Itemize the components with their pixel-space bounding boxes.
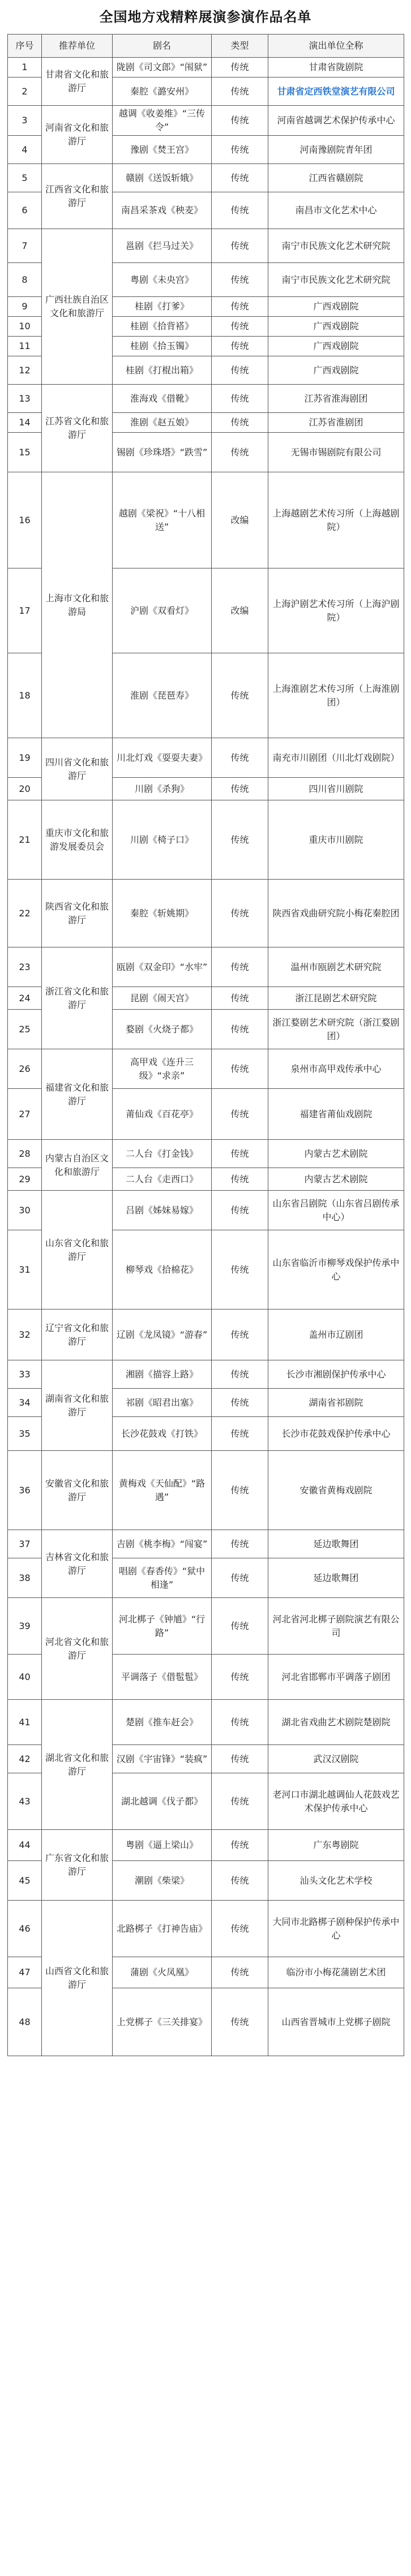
play-type: 传统: [212, 1360, 268, 1389]
performing-company: 四川省川剧院: [268, 778, 404, 800]
play-type: 改编: [212, 472, 268, 568]
performing-company: 南宁市民族文化艺术研究院: [268, 263, 404, 297]
table-row: [8, 385, 404, 413]
table-row: [8, 1309, 404, 1360]
performing-company: 广西戏剧院: [268, 297, 404, 317]
performing-company: 内蒙古艺术剧院: [268, 1140, 404, 1168]
performing-company: 南充市川剧团（川北灯戏剧院）: [268, 738, 404, 778]
play-title: 川北灯戏《耍耍夫妻》: [113, 738, 212, 778]
table-header-row: [8, 35, 404, 58]
play-title: 桂剧《拾玉镯》: [113, 337, 212, 356]
play-type: 传统: [212, 337, 268, 356]
performing-company: 山东省临沂市柳琴戏保护传承中心: [268, 1230, 404, 1309]
performing-company: 河南豫剧院青年团: [268, 136, 404, 164]
play-type: 传统: [212, 1655, 268, 1700]
table-row: [8, 738, 404, 778]
play-type: 传统: [212, 653, 268, 738]
performing-company: 延边歌舞团: [268, 1558, 404, 1598]
play-title: 邕剧《拦马过关》: [113, 229, 212, 263]
table-body: [8, 58, 404, 2056]
row-number: 2: [8, 77, 42, 106]
play-title: 陇剧《司文郎》“闱狱”: [113, 58, 212, 77]
row-number: 37: [8, 1530, 42, 1558]
play-title: 上党梆子《三关排宴》: [113, 1988, 212, 2056]
row-number: 20: [8, 778, 42, 800]
table-row: [8, 1700, 404, 1745]
play-title: 北路梆子《打神告庙》: [113, 1901, 212, 1957]
performing-company: 河南省越调艺术保护传承中心: [268, 106, 404, 136]
performing-company: 安徽省黄梅戏剧院: [268, 1451, 404, 1530]
play-type: 传统: [212, 413, 268, 433]
table-row: [8, 1140, 404, 1168]
recommending-unit: 山东省文化和旅游厅: [42, 1191, 113, 1309]
row-number: 31: [8, 1230, 42, 1309]
play-type: 传统: [212, 385, 268, 413]
performing-company: 山西省晋城市上党梆子剧院: [268, 1988, 404, 2056]
row-number: 5: [8, 164, 42, 192]
row-number: 41: [8, 1700, 42, 1745]
recommending-unit: 湖北省文化和旅游厅: [42, 1700, 113, 1830]
table-row: [8, 800, 404, 880]
recommending-unit: 福建省文化和旅游厅: [42, 1049, 113, 1140]
play-type: 传统: [212, 1389, 268, 1417]
performing-company: 河北省邯郸市平调落子剧团: [268, 1655, 404, 1700]
row-number: 46: [8, 1901, 42, 1957]
play-title: 赣剧《送饭斩娥》: [113, 164, 212, 192]
play-title: 豫剧《焚王宫》: [113, 136, 212, 164]
row-number: 10: [8, 317, 42, 337]
table-row: [8, 106, 404, 136]
row-number: 47: [8, 1957, 42, 1988]
row-number: 43: [8, 1773, 42, 1830]
recommending-unit: 上海市文化和旅游局: [42, 472, 113, 738]
page-title: 全国地方戏精粹展演参演作品名单: [99, 9, 312, 25]
recommending-unit: 辽宁省文化和旅游厅: [42, 1309, 113, 1360]
play-type: 传统: [212, 778, 268, 800]
play-title: 越剧《梁祝》“十八相送”: [113, 472, 212, 568]
performing-company: 武汉汉剧院: [268, 1745, 404, 1773]
recommending-unit: 广东省文化和旅游厅: [42, 1830, 113, 1901]
performing-company: 甘肃省定西铁堂演艺有限公司: [268, 77, 404, 106]
row-number: 15: [8, 433, 42, 472]
play-title: 汉剧《宇宙锋》“装疯”: [113, 1745, 212, 1773]
performing-company: 无锡市锡剧院有限公司: [268, 433, 404, 472]
table-row: [8, 1191, 404, 1230]
play-title: 瓯剧《双金印》“水牢”: [113, 947, 212, 987]
play-type: 传统: [212, 263, 268, 297]
table-row: [8, 58, 404, 77]
play-type: 改编: [212, 568, 268, 653]
performing-company: 浙江昆剧艺术研究院: [268, 987, 404, 1010]
play-type: 传统: [212, 1988, 268, 2056]
performing-company: 广东粤剧院: [268, 1830, 404, 1861]
play-type: 传统: [212, 229, 268, 263]
performing-company: 南宁市民族文化艺术研究院: [268, 229, 404, 263]
play-title: 唱剧《春香传》“狱中相逢”: [113, 1558, 212, 1598]
play-title: 秦腔《潞安州》: [113, 77, 212, 106]
performing-company: 重庆市川剧院: [268, 800, 404, 880]
play-title: 吕剧《姊妹易嫁》: [113, 1191, 212, 1230]
row-number: 13: [8, 385, 42, 413]
performing-company: 江苏省淮海剧团: [268, 385, 404, 413]
row-number: 25: [8, 1010, 42, 1049]
play-type: 传统: [212, 1700, 268, 1745]
play-type: 传统: [212, 106, 268, 136]
table-row: [8, 1830, 404, 1861]
play-type: 传统: [212, 947, 268, 987]
performing-company: 湖南省祁剧院: [268, 1389, 404, 1417]
play-title: 潮剧《柴梁》: [113, 1861, 212, 1901]
program-table: [7, 34, 404, 2056]
performing-company: 江西省赣剧院: [268, 164, 404, 192]
recommending-unit: 四川省文化和旅游厅: [42, 738, 113, 800]
play-title: 川剧《杀狗》: [113, 778, 212, 800]
play-type: 传统: [212, 1957, 268, 1988]
play-type: 传统: [212, 1168, 268, 1191]
performing-company: 上海越剧艺术传习所（上海越剧院）: [268, 472, 404, 568]
play-title: 祁剧《昭君出塞》: [113, 1389, 212, 1417]
row-number: 30: [8, 1191, 42, 1230]
play-title: 吉剧《桃李梅》“闯宴”: [113, 1530, 212, 1558]
row-number: 34: [8, 1389, 42, 1417]
row-number: 45: [8, 1861, 42, 1901]
row-number: 3: [8, 106, 42, 136]
play-type: 传统: [212, 1598, 268, 1655]
performing-company: 广西戏剧院: [268, 317, 404, 337]
recommending-unit: 吉林省文化和旅游厅: [42, 1530, 113, 1598]
header-type: 类型: [212, 35, 268, 58]
row-number: 48: [8, 1988, 42, 2056]
play-type: 传统: [212, 77, 268, 106]
table-row: [8, 1901, 404, 1957]
play-type: 传统: [212, 1558, 268, 1598]
recommending-unit: 甘肃省文化和旅游厅: [42, 58, 113, 106]
play-type: 传统: [212, 1230, 268, 1309]
play-type: 传统: [212, 1451, 268, 1530]
table-row: [8, 1360, 404, 1389]
play-type: 传统: [212, 1417, 268, 1451]
play-type: 传统: [212, 1901, 268, 1957]
play-title: 沪剧《双看灯》: [113, 568, 212, 653]
play-type: 传统: [212, 1049, 268, 1089]
play-title: 二人台《打金钱》: [113, 1140, 212, 1168]
play-title: 湖北越调《伐子都》: [113, 1773, 212, 1830]
row-number: 42: [8, 1745, 42, 1773]
recommending-unit: 内蒙古自治区文化和旅游厅: [42, 1140, 113, 1191]
row-number: 7: [8, 229, 42, 263]
row-number: 4: [8, 136, 42, 164]
performing-company: 江苏省淮剧团: [268, 413, 404, 433]
row-number: 6: [8, 192, 42, 229]
performing-company: 临汾市小梅花蒲剧艺术团: [268, 1957, 404, 1988]
play-type: 传统: [212, 987, 268, 1010]
play-title: 越调《收姜维》“三传令”: [113, 106, 212, 136]
play-title: 蒲剧《火凤凰》: [113, 1957, 212, 1988]
row-number: 12: [8, 356, 42, 385]
play-title: 南昌采茶戏《秧麦》: [113, 192, 212, 229]
row-number: 33: [8, 1360, 42, 1389]
play-type: 传统: [212, 433, 268, 472]
recommending-unit: 浙江省文化和旅游厅: [42, 947, 113, 1049]
play-title: 桂剧《打爹》: [113, 297, 212, 317]
performing-company: 长沙市花鼓戏保护传承中心: [268, 1417, 404, 1451]
play-title: 粤剧《未央宫》: [113, 263, 212, 297]
row-number: 27: [8, 1089, 42, 1140]
play-type: 传统: [212, 1010, 268, 1049]
performing-company: 福建省莆仙戏剧院: [268, 1089, 404, 1140]
play-title: 长沙花鼓戏《打铁》: [113, 1417, 212, 1451]
recommending-unit: 河北省文化和旅游厅: [42, 1598, 113, 1700]
row-number: 23: [8, 947, 42, 987]
recommending-unit: 广西壮族自治区文化和旅游厅: [42, 229, 113, 385]
performing-company: 温州市瓯剧艺术研究院: [268, 947, 404, 987]
performing-company: 南昌市文化艺术中心: [268, 192, 404, 229]
header-play: 剧名: [113, 35, 212, 58]
play-title: 平调落子《借髢髢》: [113, 1655, 212, 1700]
table-row: [8, 164, 404, 192]
play-type: 传统: [212, 192, 268, 229]
header-performer: 演出单位全称: [268, 35, 404, 58]
table-row: [8, 880, 404, 947]
row-number: 35: [8, 1417, 42, 1451]
recommending-unit: 河南省文化和旅游厅: [42, 106, 113, 164]
performing-company: 河北省河北梆子剧院演艺有限公司: [268, 1598, 404, 1655]
performing-company: 长沙市湘剧保护传承中心: [268, 1360, 404, 1389]
performing-company: 湖北省戏曲艺术剧院楚剧院: [268, 1700, 404, 1745]
recommending-unit: 江苏省文化和旅游厅: [42, 385, 113, 472]
play-type: 传统: [212, 1309, 268, 1360]
play-title: 高甲戏《连升三级》“求亲”: [113, 1049, 212, 1089]
performing-company: 汕头文化艺术学校: [268, 1861, 404, 1901]
play-type: 传统: [212, 317, 268, 337]
play-title: 川剧《椅子口》: [113, 800, 212, 880]
play-type: 传统: [212, 356, 268, 385]
play-type: 传统: [212, 1140, 268, 1168]
performing-company: 内蒙古艺术剧院: [268, 1168, 404, 1191]
play-type: 传统: [212, 738, 268, 778]
play-title: 湘剧《描容上路》: [113, 1360, 212, 1389]
play-title: 柳琴戏《拾棉花》: [113, 1230, 212, 1309]
row-number: 32: [8, 1309, 42, 1360]
play-title: 河北梆子《钟馗》“行路”: [113, 1598, 212, 1655]
row-number: 14: [8, 413, 42, 433]
header-no: 序号: [8, 35, 42, 58]
performing-company: 浙江婺剧艺术研究院（浙江婺剧团）: [268, 1010, 404, 1049]
play-title: 二人台《走西口》: [113, 1168, 212, 1191]
row-number: 11: [8, 337, 42, 356]
performing-company: 山东省吕剧院（山东省吕剧传承中心）: [268, 1191, 404, 1230]
table-row: [8, 1049, 404, 1089]
row-number: 22: [8, 880, 42, 947]
row-number: 18: [8, 653, 42, 738]
play-type: 传统: [212, 1191, 268, 1230]
play-title: 淮海戏《借靴》: [113, 385, 212, 413]
play-type: 传统: [212, 1530, 268, 1558]
play-title: 楚剧《推车赶会》: [113, 1700, 212, 1745]
play-type: 传统: [212, 136, 268, 164]
row-number: 44: [8, 1830, 42, 1861]
table-row: [8, 1530, 404, 1558]
play-title: 婺剧《火烧子都》: [113, 1010, 212, 1049]
row-number: 40: [8, 1655, 42, 1700]
play-title: 锡剧《珍珠塔》“跌雪”: [113, 433, 212, 472]
play-type: 传统: [212, 164, 268, 192]
row-number: 21: [8, 800, 42, 880]
play-title: 桂剧《打棍出箱》: [113, 356, 212, 385]
performing-company: 上海淮剧艺术传习所（上海淮剧团）: [268, 653, 404, 738]
table-row: [8, 472, 404, 568]
performing-company: 广西戏剧院: [268, 337, 404, 356]
recommending-unit: 山西省文化和旅游厅: [42, 1901, 113, 2056]
table-row: [8, 229, 404, 263]
performing-company: 广西戏剧院: [268, 356, 404, 385]
row-number: 24: [8, 987, 42, 1010]
recommending-unit: 湖南省文化和旅游厅: [42, 1360, 113, 1451]
play-title: 黄梅戏《天仙配》“路遇”: [113, 1451, 212, 1530]
row-number: 29: [8, 1168, 42, 1191]
recommending-unit: 江西省文化和旅游厅: [42, 164, 113, 229]
row-number: 36: [8, 1451, 42, 1530]
play-title: 粤剧《逼上梁山》: [113, 1830, 212, 1861]
performing-company: 大同市北路梆子剧种保护传承中心: [268, 1901, 404, 1957]
play-type: 传统: [212, 1089, 268, 1140]
recommending-unit: 陕西省文化和旅游厅: [42, 880, 113, 947]
row-number: 38: [8, 1558, 42, 1598]
play-title: 昆剧《闹天宫》: [113, 987, 212, 1010]
row-number: 28: [8, 1140, 42, 1168]
play-title: 淮剧《赵五娘》: [113, 413, 212, 433]
performing-company: 盖州市辽剧团: [268, 1309, 404, 1360]
performing-company: 老河口市湖北越调仙人花鼓戏艺术保护传承中心: [268, 1773, 404, 1830]
recommending-unit: 重庆市文化和旅游发展委员会: [42, 800, 113, 880]
recommending-unit: 安徽省文化和旅游厅: [42, 1451, 113, 1530]
row-number: 9: [8, 297, 42, 317]
play-type: 传统: [212, 297, 268, 317]
table-row: [8, 947, 404, 987]
performing-company: 上海沪剧艺术传习所（上海沪剧院）: [268, 568, 404, 653]
play-title: 辽剧《龙凤镜》“游春”: [113, 1309, 212, 1360]
performing-company: 泉州市高甲戏传承中心: [268, 1049, 404, 1089]
performing-company: 陕西省戏曲研究院小梅花秦腔团: [268, 880, 404, 947]
row-number: 17: [8, 568, 42, 653]
header-unit: 推荐单位: [42, 35, 113, 58]
table-row: [8, 1598, 404, 1655]
play-type: 传统: [212, 800, 268, 880]
row-number: 1: [8, 58, 42, 77]
play-title: 莆仙戏《百花亭》: [113, 1089, 212, 1140]
play-type: 传统: [212, 1830, 268, 1861]
play-title: 桂剧《拾背褡》: [113, 317, 212, 337]
performing-company: 延边歌舞团: [268, 1530, 404, 1558]
play-type: 传统: [212, 58, 268, 77]
play-type: 传统: [212, 1773, 268, 1830]
row-number: 26: [8, 1049, 42, 1089]
row-number: 8: [8, 263, 42, 297]
table-row: [8, 1451, 404, 1530]
play-title: 淮剧《琵琶寿》: [113, 653, 212, 738]
row-number: 19: [8, 738, 42, 778]
play-title: 秦腔《斩姚期》: [113, 880, 212, 947]
play-type: 传统: [212, 1861, 268, 1901]
row-number: 16: [8, 472, 42, 568]
play-type: 传统: [212, 880, 268, 947]
row-number: 39: [8, 1598, 42, 1655]
performing-company: 甘肃省陇剧院: [268, 58, 404, 77]
play-type: 传统: [212, 1745, 268, 1773]
